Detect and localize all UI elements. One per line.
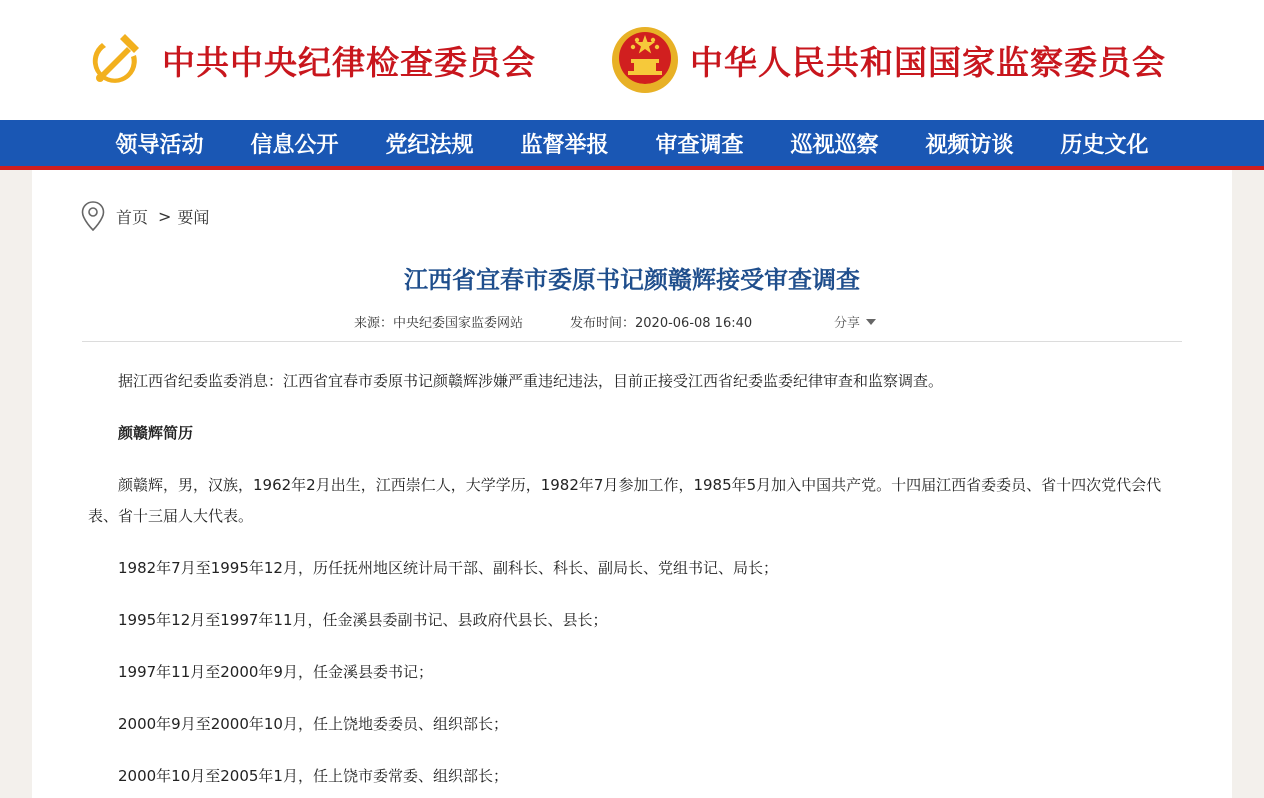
nav-item-history[interactable]: 历史文化 xyxy=(1060,131,1149,158)
article-paragraph: 颜赣辉，男，汉族，1962年2月出生，江西崇仁人，大学学历，1982年7月参加工作，1985年5月加入中国共产党。十四届江西省委委员、省十四次党代会代表、省十三届人大代表。 xyxy=(88,476,1162,525)
article-title: 江西省宜春市委原书记颜赣辉接受审查调查 xyxy=(404,266,860,294)
article-paragraph: 2000年9月至2000年10月，任上饶地委委员、组织部长； xyxy=(118,715,508,733)
nav-item-investigation[interactable]: 审查调查 xyxy=(655,131,744,158)
article-paragraph: 1997年11月至2000年9月，任金溪县委书记； xyxy=(118,663,433,681)
share-label: 分享 xyxy=(834,316,861,331)
national-emblem-icon xyxy=(610,25,680,95)
chevron-down-icon xyxy=(866,319,876,325)
nav-list xyxy=(92,120,1172,166)
article-body xyxy=(88,366,1172,798)
breadcrumb-separator: > xyxy=(158,206,172,226)
hammer-sickle-icon xyxy=(82,25,152,95)
nsc-brand[interactable] xyxy=(610,20,1166,100)
meta-divider xyxy=(82,341,1182,342)
content-panel xyxy=(32,170,1232,798)
site-header xyxy=(0,0,1264,120)
nav-item-video[interactable]: 视频访谈 xyxy=(925,131,1014,158)
left-site-title: 中共中央纪律检查委员会 xyxy=(162,42,536,82)
article-paragraph: 据江西省纪委监委消息：江西省宜春市委原书记颜赣辉涉嫌严重违纪违法，目前正接受江西省纪委监委纪律审查和监察调查。 xyxy=(118,372,944,390)
breadcrumb-current[interactable]: 要闻 xyxy=(177,207,210,227)
nav-item-report[interactable]: 监督举报 xyxy=(520,131,609,158)
article-paragraph: 1995年12月至1997年11月，任金溪县委副书记、县政府代县长、县长； xyxy=(118,611,608,629)
article-publish-time: 发布时间：2020-06-08 16:40 xyxy=(570,316,753,331)
main-nav xyxy=(0,120,1264,170)
breadcrumb-home[interactable]: 首页 xyxy=(116,207,149,227)
article-paragraph: 2000年10月至2005年1月，任上饶市委常委、组织部长； xyxy=(118,767,508,785)
breadcrumb xyxy=(80,200,209,232)
cpc-ccdi-brand[interactable] xyxy=(82,20,536,100)
article-source: 来源：中央纪委国家监委网站 xyxy=(354,316,524,331)
article-subheading: 颜赣辉简历 xyxy=(118,424,194,442)
nav-item-inspection[interactable]: 巡视巡察 xyxy=(790,131,879,158)
nav-item-information[interactable]: 信息公开 xyxy=(250,131,339,158)
article-paragraph: 1982年7月至1995年12月，历任抚州地区统计局干部、副科长、科长、副局长、党组书记、局长； xyxy=(118,559,778,577)
right-site-title: 中华人民共和国国家监察委员会 xyxy=(690,42,1166,82)
nav-item-leadership[interactable]: 领导活动 xyxy=(115,131,204,158)
nav-item-regulations[interactable]: 党纪法规 xyxy=(385,131,474,158)
location-pin-icon xyxy=(80,200,106,232)
share-button[interactable] xyxy=(834,312,876,331)
article-meta xyxy=(32,312,1232,332)
